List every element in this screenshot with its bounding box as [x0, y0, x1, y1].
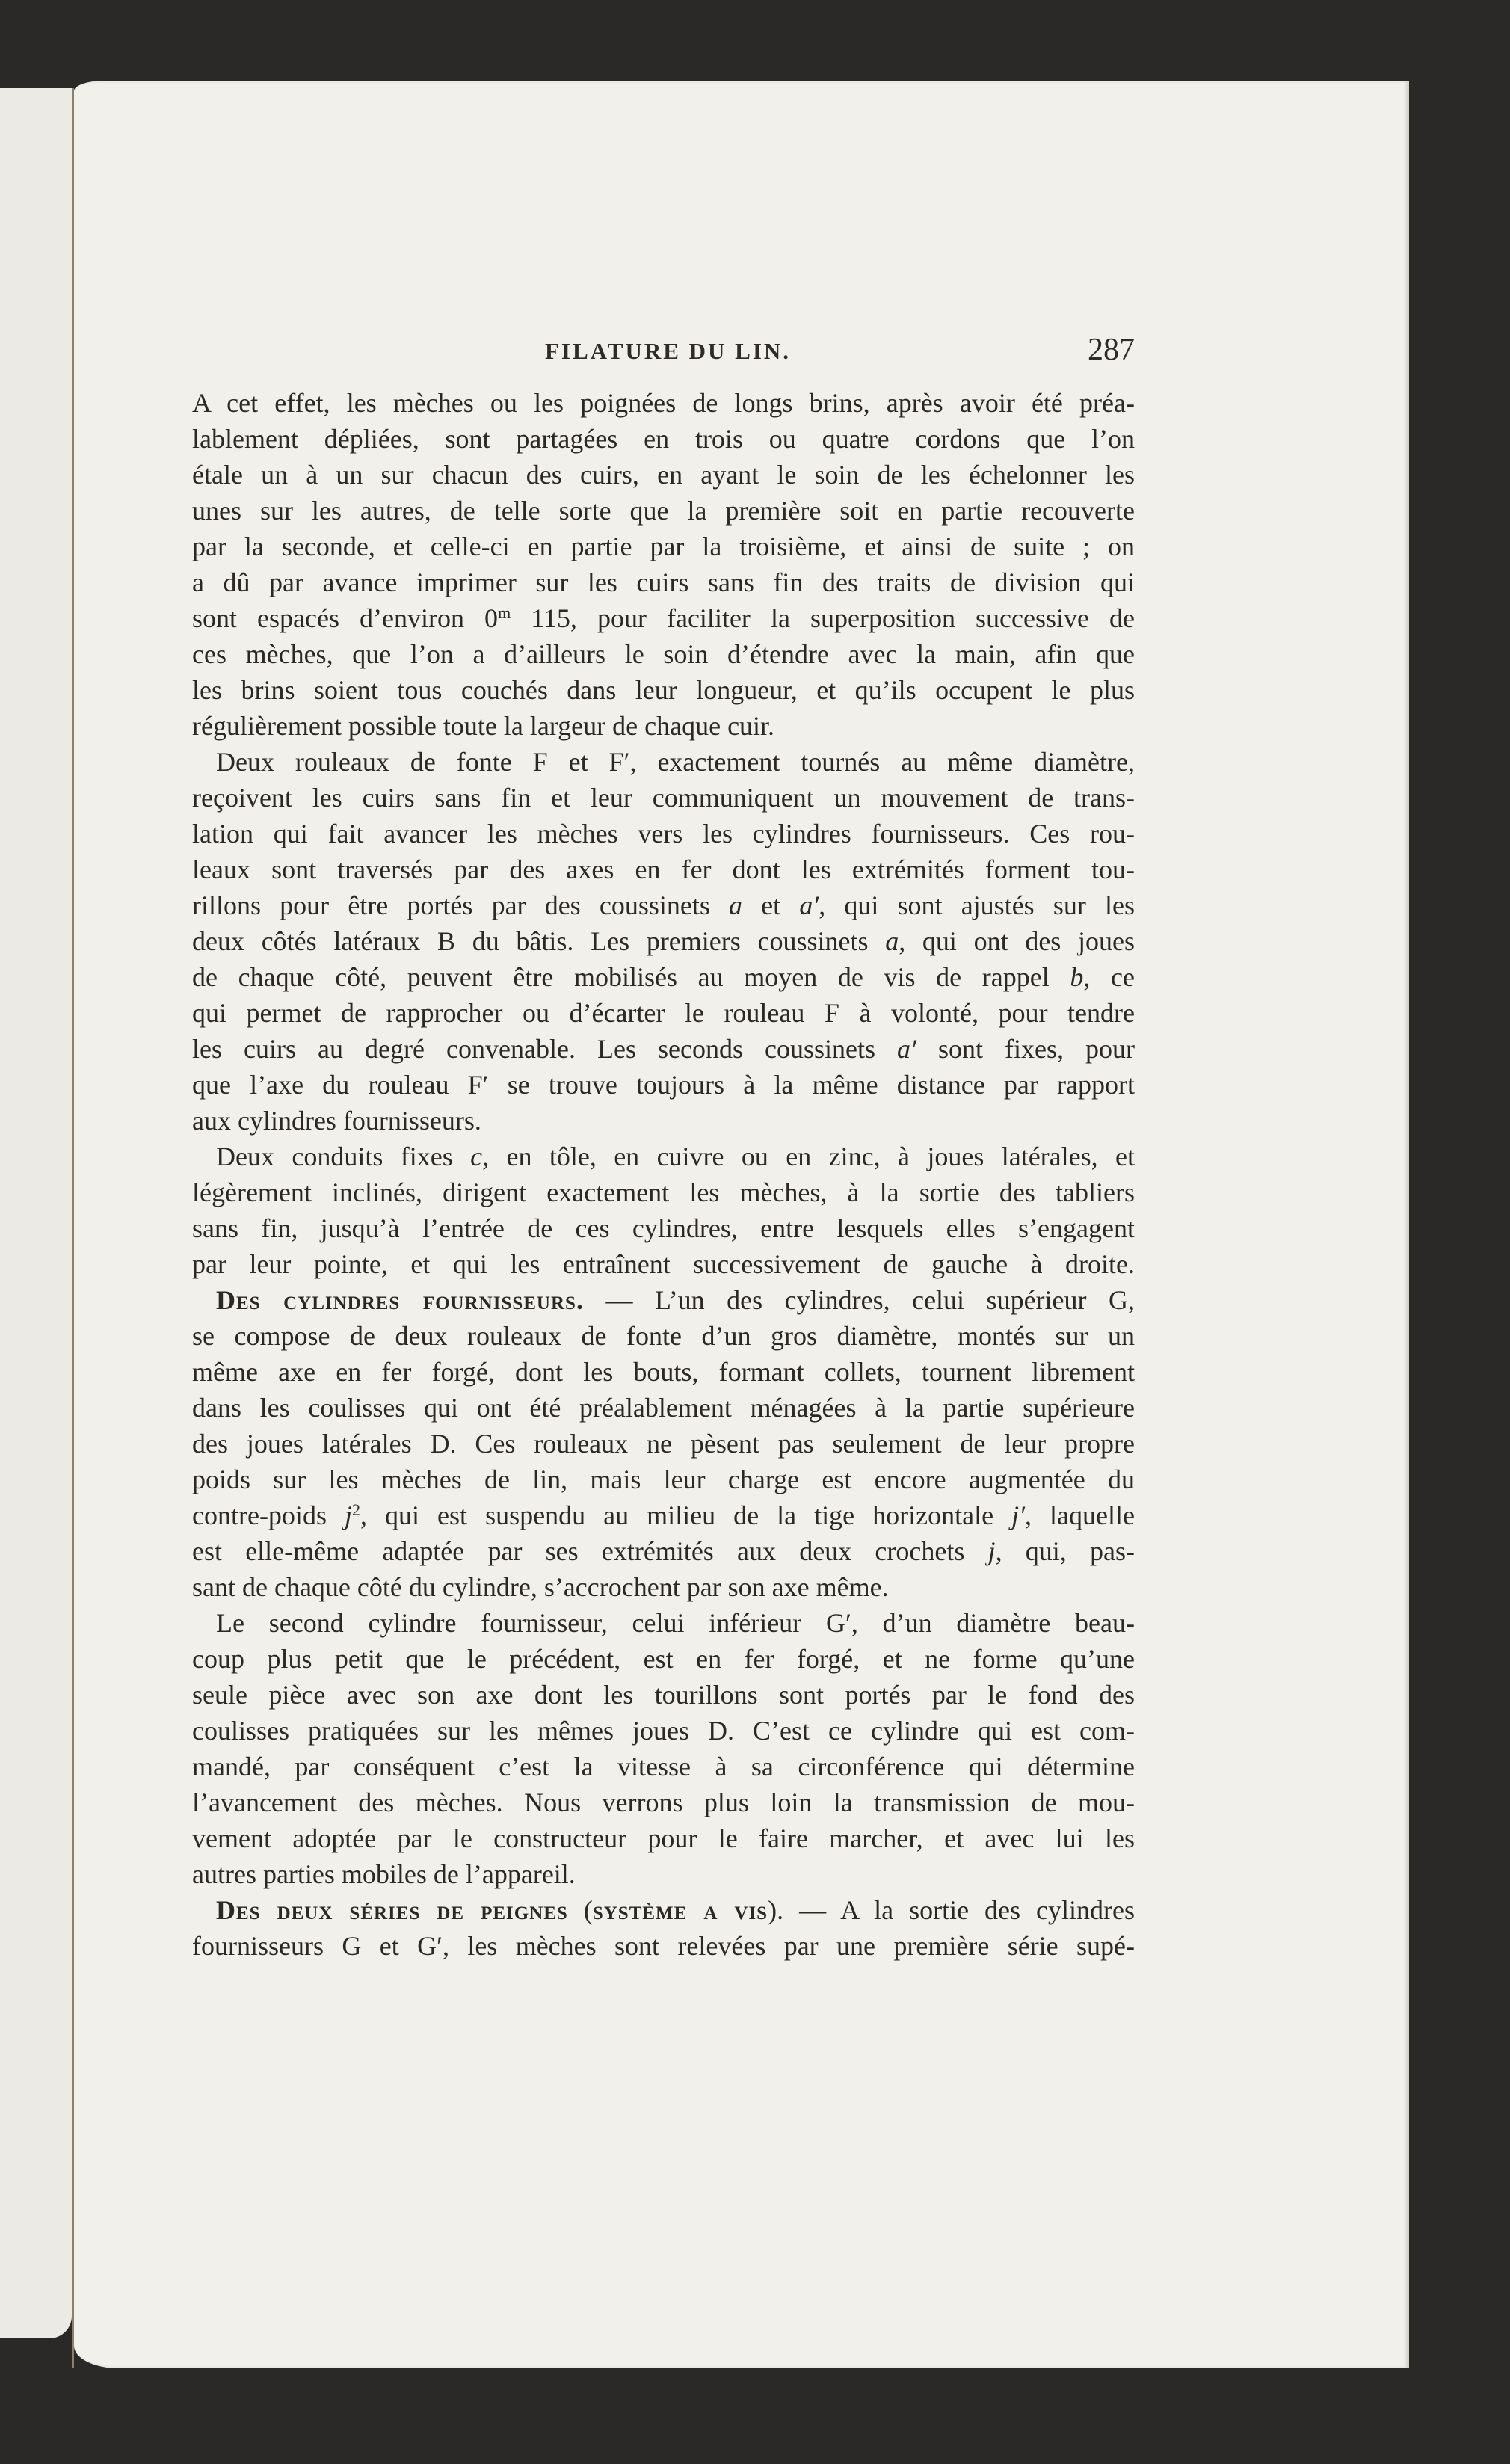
text-segment: se compose de deux rouleaux de fonte d’un gros diamètre, montés sur un: [192, 1321, 1135, 1351]
italic-symbol: j: [987, 1536, 996, 1566]
text-segment: leaux sont traversés par des axes en fer dont les extrémités forment tou-: [192, 854, 1135, 884]
section-heading: système a vis: [592, 1895, 768, 1925]
text-segment: mandé, par conséquent c’est la vitesse à sa circonférence qui détermine: [192, 1752, 1135, 1781]
text-line: [192, 457, 1135, 493]
text-line: [192, 1318, 1135, 1354]
page-number: 287: [1088, 333, 1135, 367]
text-segment: qui permet de rapprocher ou d’écarter le rouleau F à volonté, pour tendre: [192, 998, 1135, 1028]
text-segment: autres parties mobiles de l’appareil.: [192, 1859, 576, 1889]
text-line: [192, 1497, 1135, 1533]
text-line: [192, 851, 1135, 887]
text-segment: seule pièce avec son axe dont les tourillons sont portés par le fond des: [192, 1680, 1135, 1710]
running-title: FILATURE DU LIN.: [545, 338, 792, 364]
text-segment: lablement dépliées, sont partagées en trois ou quatre cordons que l’on: [192, 424, 1135, 454]
text-segment: contre-poids: [192, 1500, 345, 1530]
text-segment: ces mèches, que l’on a d’ailleurs le soin d’étendre avec la main, afin que: [192, 639, 1135, 669]
text-segment: , en tôle, en cuivre ou en zinc, à joues latérales, et: [482, 1142, 1135, 1171]
text-segment: les brins soient tous couchés dans leur longueur, et qu’ils occupent le plus: [192, 675, 1135, 705]
text-line: [192, 959, 1135, 995]
text-segment: , qui sont ajustés sur les: [819, 890, 1135, 920]
text-line: [192, 744, 1135, 780]
text-segment: fournisseurs G et G′, les mèches sont relevées par une première série supé-: [192, 1931, 1135, 1961]
text-segment: , qui ont des joues: [899, 926, 1135, 956]
text-segment: l’avancement des mèches. Nous verrons plus loin la transmission de mou-: [192, 1787, 1135, 1817]
text-line: [192, 1856, 1135, 1892]
text-line: [192, 1174, 1135, 1210]
text-segment: régulièrement possible toute la largeur de chaque cuir.: [192, 711, 775, 741]
text-segment: les cuirs au degré convenable. Les seconds coussinets: [192, 1034, 898, 1064]
text-segment: lation qui fait avancer les mèches vers les cylindres fournisseurs. Ces rou-: [192, 819, 1135, 848]
text-line: [192, 600, 1135, 636]
body-text: [192, 385, 1135, 1964]
text-segment: par la seconde, et celle-ci en partie par la troisième, et ainsi de suite ; on: [192, 532, 1135, 561]
text-segment: Deux rouleaux de fonte F et F′, exactement tournés au même diamètre,: [216, 747, 1135, 777]
text-line: [192, 708, 1135, 744]
text-segment: sant de chaque côté du cylindre, s’accrochent par son axe même.: [192, 1572, 889, 1602]
text-segment: A cet effet, les mèches ou les poignées de longs brins, après avoir été préa-: [192, 388, 1135, 418]
text-line: [192, 636, 1135, 672]
text-line: [192, 887, 1135, 923]
text-line: [192, 529, 1135, 564]
text-segment: poids sur les mèches de lin, mais leur charge est encore augmentée du: [192, 1464, 1135, 1494]
text-line: [192, 1892, 1135, 1928]
text-segment: Deux conduits fixes: [216, 1142, 471, 1171]
text-line: [192, 672, 1135, 708]
text-line: [192, 1354, 1135, 1390]
text-line: [192, 1784, 1135, 1820]
text-line: [192, 1139, 1135, 1174]
text-segment: 115, pour faciliter la superposition successive de: [511, 603, 1135, 633]
text-line: [192, 1031, 1135, 1067]
text-line: [192, 1533, 1135, 1569]
text-line: [192, 1103, 1135, 1139]
text-segment: par leur pointe, et qui les entraînent successivement de gauche à droite.: [192, 1249, 1135, 1279]
text-segment: (: [567, 1895, 593, 1925]
italic-symbol: a′: [897, 1034, 916, 1064]
section-heading: Des cylindres fournisseurs.: [216, 1285, 584, 1315]
section-heading: Des deux séries de peignes: [216, 1895, 568, 1925]
italic-symbol: j′: [1011, 1500, 1026, 1530]
text-segment: reçoivent les cuirs sans fin et leur communiquent un mouvement de trans-: [192, 783, 1135, 813]
text-segment: vement adoptée par le constructeur pour le faire marcher, et avec lui les: [192, 1823, 1135, 1853]
italic-symbol: a′: [799, 890, 819, 920]
text-segment: , qui est suspendu au milieu de la tige horizontale: [360, 1500, 1012, 1530]
text-segment: unes sur les autres, de telle sorte que la première soit en partie recouverte: [192, 496, 1135, 526]
italic-symbol: a: [885, 926, 899, 956]
text-line: [192, 995, 1135, 1031]
italic-symbol: a: [729, 890, 743, 920]
superscript: 2: [352, 1500, 360, 1519]
text-segment: sont fixes, pour: [916, 1034, 1135, 1064]
text-line: [192, 1749, 1135, 1784]
superscript: m: [498, 603, 511, 622]
text-segment: , laquelle: [1025, 1500, 1135, 1530]
text-line: [192, 493, 1135, 529]
text-segment: a dû par avance imprimer sur les cuirs sans fin des traits de division qui: [192, 567, 1135, 597]
text-segment: deux côtés latéraux B du bâtis. Les premiers coussinets: [192, 926, 886, 956]
italic-symbol: c: [470, 1142, 483, 1171]
text-segment: ). — A la sortie des cylindres: [768, 1895, 1135, 1925]
text-line: [192, 1677, 1135, 1713]
text-segment: rillons pour être portés par des coussinets: [192, 890, 730, 920]
text-segment: Le second cylindre fournisseur, celui inférieur G′, d’un diamètre beau-: [216, 1608, 1135, 1638]
text-line: [192, 1641, 1135, 1677]
text-segment: — L’un des cylindres, celui supérieur G,: [583, 1285, 1135, 1315]
italic-symbol: b: [1070, 962, 1084, 992]
text-line: [192, 1713, 1135, 1749]
text-line: [192, 1067, 1135, 1103]
previous-page-edge: [0, 88, 72, 2338]
text-segment: même axe en fer forgé, dont les bouts, formant collets, tournent librement: [192, 1357, 1135, 1387]
text-line: [192, 1246, 1135, 1282]
text-segment: légèrement inclinés, dirigent exactement les mèches, à la sortie des tabliers: [192, 1177, 1135, 1207]
text-segment: , qui, pas-: [995, 1536, 1135, 1566]
text-segment: de chaque côté, peuvent être mobilisés au moyen de vis de rappel: [192, 962, 1070, 992]
text-line: [192, 923, 1135, 959]
text-line: [192, 1282, 1135, 1318]
text-segment: , ce: [1083, 962, 1135, 992]
text-line: [192, 780, 1135, 816]
text-line: [192, 1462, 1135, 1497]
text-line: [192, 1390, 1135, 1426]
text-segment: étale un à un sur chacun des cuirs, en ayant le soin de les échelonner les: [192, 460, 1135, 490]
text-segment: coulisses pratiquées sur les mêmes joues D. C’est ce cylindre qui est com-: [192, 1716, 1135, 1746]
text-segment: coup plus petit que le précédent, est en fer forgé, et ne forme qu’une: [192, 1644, 1135, 1674]
text-line: [192, 1569, 1135, 1605]
text-line: [192, 816, 1135, 851]
text-line: [192, 385, 1135, 421]
italic-symbol: j: [344, 1500, 352, 1530]
text-line: [192, 421, 1135, 457]
text-line: [192, 1210, 1135, 1246]
text-line: [192, 1426, 1135, 1462]
text-line: [192, 1928, 1135, 1964]
text-segment: sont espacés d’environ 0: [192, 603, 499, 633]
text-line: [192, 1605, 1135, 1641]
text-segment: dans les coulisses qui ont été préalablement ménagées à la partie supérieure: [192, 1393, 1135, 1423]
text-line: [192, 564, 1135, 600]
text-segment: et: [742, 890, 800, 920]
text-segment: que l’axe du rouleau F′ se trouve toujours à la même distance par rapport: [192, 1070, 1135, 1100]
text-segment: sans fin, jusqu’à l’entrée de ces cylindres, entre lesquels elles s’engagent: [192, 1213, 1135, 1243]
text-segment: aux cylindres fournisseurs.: [192, 1106, 481, 1136]
text-segment: est elle-même adaptée par ses extrémités aux deux crochets: [192, 1536, 988, 1566]
text-segment: des joues latérales D. Ces rouleaux ne pèsent pas seulement de leur propre: [192, 1429, 1135, 1459]
text-line: [192, 1820, 1135, 1856]
